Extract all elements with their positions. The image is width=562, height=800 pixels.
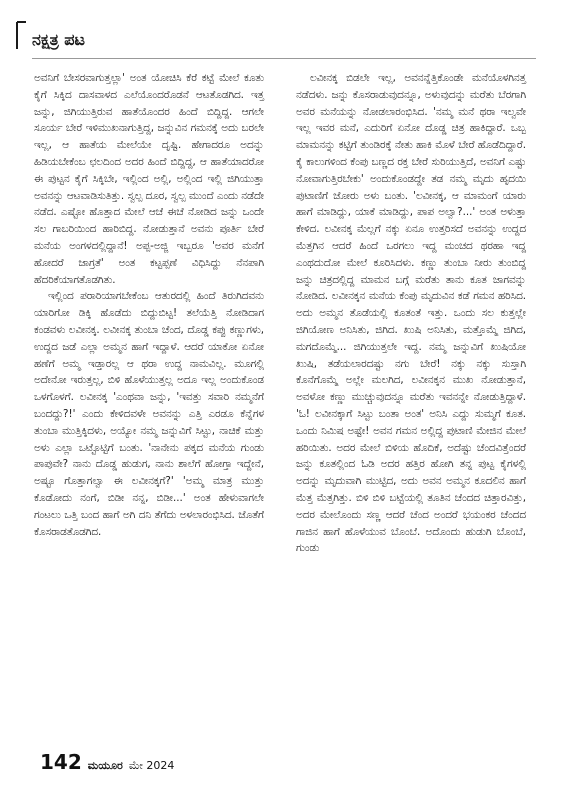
page-number: 142 [40,750,82,774]
section-title: ನಕ್ಷತ್ರ ಪಟ [32,30,85,49]
left-column [34,70,264,540]
magazine-logo: ಮಯೂರ [87,759,123,772]
issue-date: ಮೇ 2024 [128,759,175,772]
page-header [0,24,562,64]
left-paragraph: ಅವನಿಗೆ ಬೇಸರವಾಗುತ್ತಲ್ಲಾ' ಅಂತ ಯೋಚಿಸಿ ಕೆರೆ ಕಟ್ಟೆ ಮೇಲೆ ಕೂತು ಕೈಗೆ ಸಿಕ್ಕಿದ ದಾಸವಾಳದ ಎಲೆಯೊಂದರೊಡನೆ ಆಟತೊಡಗಿದ. ಇತ್ತ ಜನ್ನು, ಜಿಗಿಯುತ್ತಿರುವ ಹಾತೆಯೊಂದರ ಹಿಂದೆ ಬಿದ್ದಿದ್ದ. ಆಗಲೇ ಸೂರ್ಯ ಬೇರೆ ಇಳಿಮುಖನಾಗುತ್ತಿದ್ದ, ಜನ್ನುವಿನ ಗಮನಕ್ಕೆ ಅದು ಬರಲೇ ಇಲ್ಲ, ಆ ಹಾತೆಯ ಮೇಲೆಯೇ ದೃಷ್ಟಿ. ಹೇಗಾದರೂ ಅದನ್ನು ಹಿಡಿಯಬೇಕೆಂಬ ಛಲದಿಂದ ಅದರ ಹಿಂದೆ ಬಿದ್ದಿದ್ದ, ಆ ಹಾತೆಯಾದರೋ ಈ ಪುಟ್ಟನ ಕೈಗೆ ಸಿಕ್ಕಿಬೇ, ಇಲ್ಲಿಂದ ಅಲ್ಲಿ, ಅಲ್ಲಿಂದ ಇಲ್ಲಿ ಜಿಗಿಯುತ್ತಾ ಅವನನ್ನು ಆಟವಾಡಿಸುತಿತ್ತು. ಸ್ವಲ್ಪ ದೂರ, ಸ್ವಲ್ಪ ಮುಂದೆ ಎಂದು ನಡೆದೇ ನಡೆದ. ಎಷ್ಟೋ ಹೊತ್ತಾದ ಮೇಲೆ ಆಚೆ ಈಚೆ ನೋಡಿದ ಜನ್ನು ಒಂದೇ ಸಲ ಗಾಬರಿಯಿಂದ ಹಾರಿಬಿದ್ದ. ನೋಡುತ್ತಾನೆ ಅವನು ಪೂರ್ತಿ ಬೇರೆ ಮನೆಯ ಅಂಗಳದಲ್ಲಿದ್ದಾನೆ! ಅಪ್ಪ-ಅಜ್ಜಿ ಇಬ್ಬರೂ 'ಅವರ ಮನೆಗೆ ಹೋದರೆ ಜಾಗ್ರತೆ' ಅಂತ ಕಟ್ಟಪ್ಪಣೆ ವಿಧಿಸಿದ್ದು ನೆನಪಾಗಿ ಹೆದರಿಕೆಯಾಗತೊಡಗಿತು. [34,72,264,286]
header-divider [32,58,536,59]
left-paragraph: ಇಲ್ಲಿಂದ ಪರಾರಿಯಾಗಬೇಕೆಂಬ ಆತುರದಲ್ಲಿ ಹಿಂದೆ ತಿರುಗಿದವನು ಯಾರಿಗೋ ಡಿಕ್ಕಿ ಹೊಡೆದು ಬಿದ್ದುಬಿಟ್ಟ! ತಲೆಯೆತ್ತಿ ನೋಡಿದಾಗ ಕಂಡವಳು ಲವೀನಕ್ಕ. ಲವೀನಕ್ಕ ತುಂಬಾ ಚೆಂದ, ದೊಡ್ಡ ಕಪ್ಪು ಕಣ್ಣುಗಳು, ಉದ್ದದ ಜಡೆ ಎಲ್ಲಾ ಅಮ್ಮನ ಹಾಗೆ ಇದ್ದಾಳೆ. ಆದರೆ ಯಾಕೋ ಏನೋ ಹಣೆಗೆ ಅಮ್ಮ ಇಡ್ತಾರಲ್ಲ ಆ ಥರಾ ಉದ್ದ ನಾಮವಿಲ್ಲ. ಮೂಗಲ್ಲಿ ಅದೇನೋ ಇರುತ್ತಲ್ಲ, ಬಿಳಿ ಹೊಳೆಯುತ್ತಲ್ಲ ಅದೂ ಇಲ್ಲ ಅಂದುಕೊಂಡ ಒಳಗೊಳಗೆ. ಲವೀನಕ್ಕ 'ಎಂಥವಾ ಜನ್ನು, 'ಇವತ್ತು ಸವಾರಿ ನಮ್ಮನೆಗೆ ಬಂದದ್ದು?!' ಎಂದು ಕೇಳಿದವಳೇ ಅವನನ್ನು ಎತ್ತಿ ಎರಡೂ ಕೆನ್ನೆಗಳ ತುಂಬಾ ಮುತ್ತಿಕ್ಕಿದಳು, ಅಯ್ಯೋ ನಮ್ಮ ಜನ್ನುವಿಗೆ ಸಿಟ್ಟು, ನಾಚಿಕೆ ಮತ್ತು ಅಳು ಎಲ್ಲಾ ಒಟ್ಟೊಟ್ಟಿಗೆ ಬಂತು. 'ನಾನೇನು ಪಕ್ಕದ ಮನೆಯ ಗುಂಡು ಪಾಪುವೇ? ನಾನು ದೊಡ್ಡ ಹುಡುಗ, ನಾನು ಶಾಲೆಗೆ ಹೋಗ್ತಾ ಇದ್ದೇನೆ, ಅಷ್ಟೂ ಗೊತ್ತಾಗಲ್ವಾ ಈ ಲವೀನಕ್ಕಗೆ?' 'ಅಮ್ಮ ಮಾತ್ರ ಮುತ್ತು ಕೊಡೋದು ನಂಗೆ, ಬಿಡೀ ನನ್ನ, ಬಿಡೀ...' ಅಂತ ಹೇಳುವಾಗಲೇ ಗಂಟಲು ಒತ್ತಿ ಬಂದ ಹಾಗೆ ಅಗಿ ದನಿ ತೆಗೆದು ಅಳಲಾರಂಭಿಸಿದ. ಜೊತೆಗೆ ಕೊಸರಾಡತೊಡಗಿದ. [34,290,264,538]
right-column [296,70,526,557]
page-footer [40,750,174,774]
right-paragraph: ಲವೀನಕ್ಕ ಬಿಡಲೇ ಇಲ್ಲ, ಅವನನ್ನೆತ್ತಿಕೊಂಡೇ ಮನೆಯೊಳಗಿನತ್ತ ನಡೆದಳು. ಜನ್ನು ಕೊಸರಾಡುವುದನ್ನೂ, ಅಳುವುದನ್ನು ಮರೆತು ಬೆರಗಾಗಿ ಅವರ ಮನೆಯನ್ನು ನೋಡಲಾರಂಭಿಸಿದ. 'ನಮ್ಮ ಮನೆ ಥರಾ ಇಲ್ವವೇ ಇಲ್ಲ ಇವರ ಮನೆ, ಎದುರಿಗೆ ಏನೋ ದೊಡ್ಡ ಚಿತ್ರ ಹಾಕಿದ್ದಾರೆ. ಒಬ್ಬ ಮಾಮನನ್ನು ಕಟ್ಟಿಗೆ ತುಂಡಿರಕ್ಕೆ ನೇತು ಹಾಕಿ ಮೊಳೆ ಬೇರೆ ಹೊಡೆದಿದ್ದಾರೆ. ಕೈ ಕಾಲುಗಳಿಂದ ಕೆಂಪು ಬಣ್ಣದ ರಕ್ತ ಬೇರೆ ಸುರಿಯುತ್ತಿದೆ, ಅವನಿಗೆ ಎಷ್ಟು ನೋವಾಗುತ್ತಿರಬೇಕು' ಅಂದುಕೊಂಡದ್ದೇ ತಡ ನಮ್ಮ ಮೃದು ಹೃದಯಿ ಪುಟಾಣಿಗೆ ಜೋರು ಅಳು ಬಂತು. 'ಲವೀನಕ್ಕ, ಆ ಮಾಮಂಗೆ ಯಾರು ಹಾಗೆ ಮಾಡಿದ್ದು, ಯಾಕೆ ಮಾಡಿದ್ದು, ಪಾಪ ಅಲ್ವಾ?...' ಅಂತ ಅಳುತ್ತಾ ಕೇಳಿದ. ಲವೀನಕ್ಕ ಮೆಲ್ಲಗೆ ನಕ್ಕು ಏನೂ ಉತ್ತರಿಸದೆ ಅವನನ್ನು ಉದ್ದದ ಮೆತ್ತಗಿನ ಆದರೆ ಹಿಂದೆ ಒರಗಲು ಇದ್ದ ಮಂಚದ ಥರಹಾ ಇದ್ದ ಎಂಥದುದೋ ಮೇಲೆ ಕೂರಿಸಿದಳು. ಕಣ್ಣು ತುಂಬಾ ನೀರು ತುಂಬಿದ್ದ ಜನ್ನು ಚಿತ್ರದಲ್ಲಿದ್ದ ಮಾಮನ ಬಗ್ಗೆ ಮರೆತು ತಾನು ಕೂತ ಜಾಗವನ್ನು ನೋಡಿದ. ಲವೀನಕ್ಕನ ಮನೆಯ ಕೆಂಪು ಮೃದುವಿನ ಕಡೆ ಗಮನ ಹರಿಸಿದ. ಅದು ಅಮ್ಮನ ತೊಡೆಯಲ್ಲಿ ಕೂತಂತೆ ಇತ್ತು. ಒಂದು ಸಲ ಕುತ್ತಲ್ಲೇ ಜಿಗಿಯೋಣ ಅನಿಸಿತು, ಜಿಗಿದ. ಖುಷಿ ಅನಿಸಿತು, ಮತ್ತೊಮ್ಮೆ ಜಿಗಿದ, ಮಗದೊಮ್ಮೆ... ಜಿಗಿಯುತ್ತಲೇ ಇದ್ದ. ನಮ್ಮ ಜನ್ನುವಿಗೆ ಖುಷಿಯೋ ಖುಷಿ, ತಡೆಯಲಾರದಷ್ಟು ನಗು ಬೇರೆ! ನಕ್ಕು ನಕ್ಕು ಸುಸ್ತಾಗಿ ಕೊನೆಗೊಮ್ಮೆ ಅಲ್ಲೇ ಮಲಗಿದ, ಲವೀನಕ್ಕನ ಮುಖ ನೋಡುತ್ತಾನೆ, ಅವಳೋ ಕಣ್ಣು ಮುಚ್ಚುವುದನ್ನೂ ಮರೆತು ಇವನನ್ನೇ ನೋಡುತ್ತಿದ್ದಾಳೆ. 'ಓ! ಲವೀನಕ್ಕಾಗೆ ಸಿಟ್ಟು ಬಂತಾ ಅಂತ' ಅನಿಸಿ ಎದ್ದು ಸುಮ್ಮಗೆ ಕೂತ. ಒಂದು ನಿಮಿಷ ಅಷ್ಟೇ! ಅವನ ಗಮನ ಅಲ್ಲಿದ್ದ ಪುಟಾಣಿ ಮೇಜಿನ ಮೇಲೆ ಹರಿಯಿತು. ಅದರ ಮೇಲೆ ಬಿಳಿಯ ಹೊದಿಕೆ, ಅದೆಷ್ಟು ಚೆಂದವಿತ್ತೆಂದರೆ ಜನ್ನು ಕೂತಲ್ಲಿಂದ ಓಡಿ ಅದರ ಹತ್ತಿರ ಹೋಗಿ ತನ್ನ ಪುಟ್ಟ ಕೈಗಳಲ್ಲಿ ಅದನ್ನು ಮೃದುವಾಗಿ ಮುಟ್ಟಿದ, ಅದು ಅವನ ಅಮ್ಮನ ಕೂದಲಿನ ಹಾಗೆ ಮೆತ್ತ ಮೆತ್ತಗಿತ್ತು. ಬಿಳಿ ಬಿಳಿ ಬಟ್ಟೆಯಲ್ಲಿ ತೂತಿನ ಚೆಂದದ ಚಿತ್ತಾರವಿತ್ತು, ಅದರ ಮೇಲೊಂದು ಸಣ್ಣ ಆದರೆ ಚೆಂದ ಅಂದರೆ ಭಯಂಕರ ಚೆಂದದ ಗಾಜಿನ ಹಾಗೆ ಹೊಳೆಯುವ ಬೊಂಬೆ. ಅದೊಂದು ಹುಡುಗಿ ಬೊಂಬೆ, ಗುಂಡು [296,72,526,555]
